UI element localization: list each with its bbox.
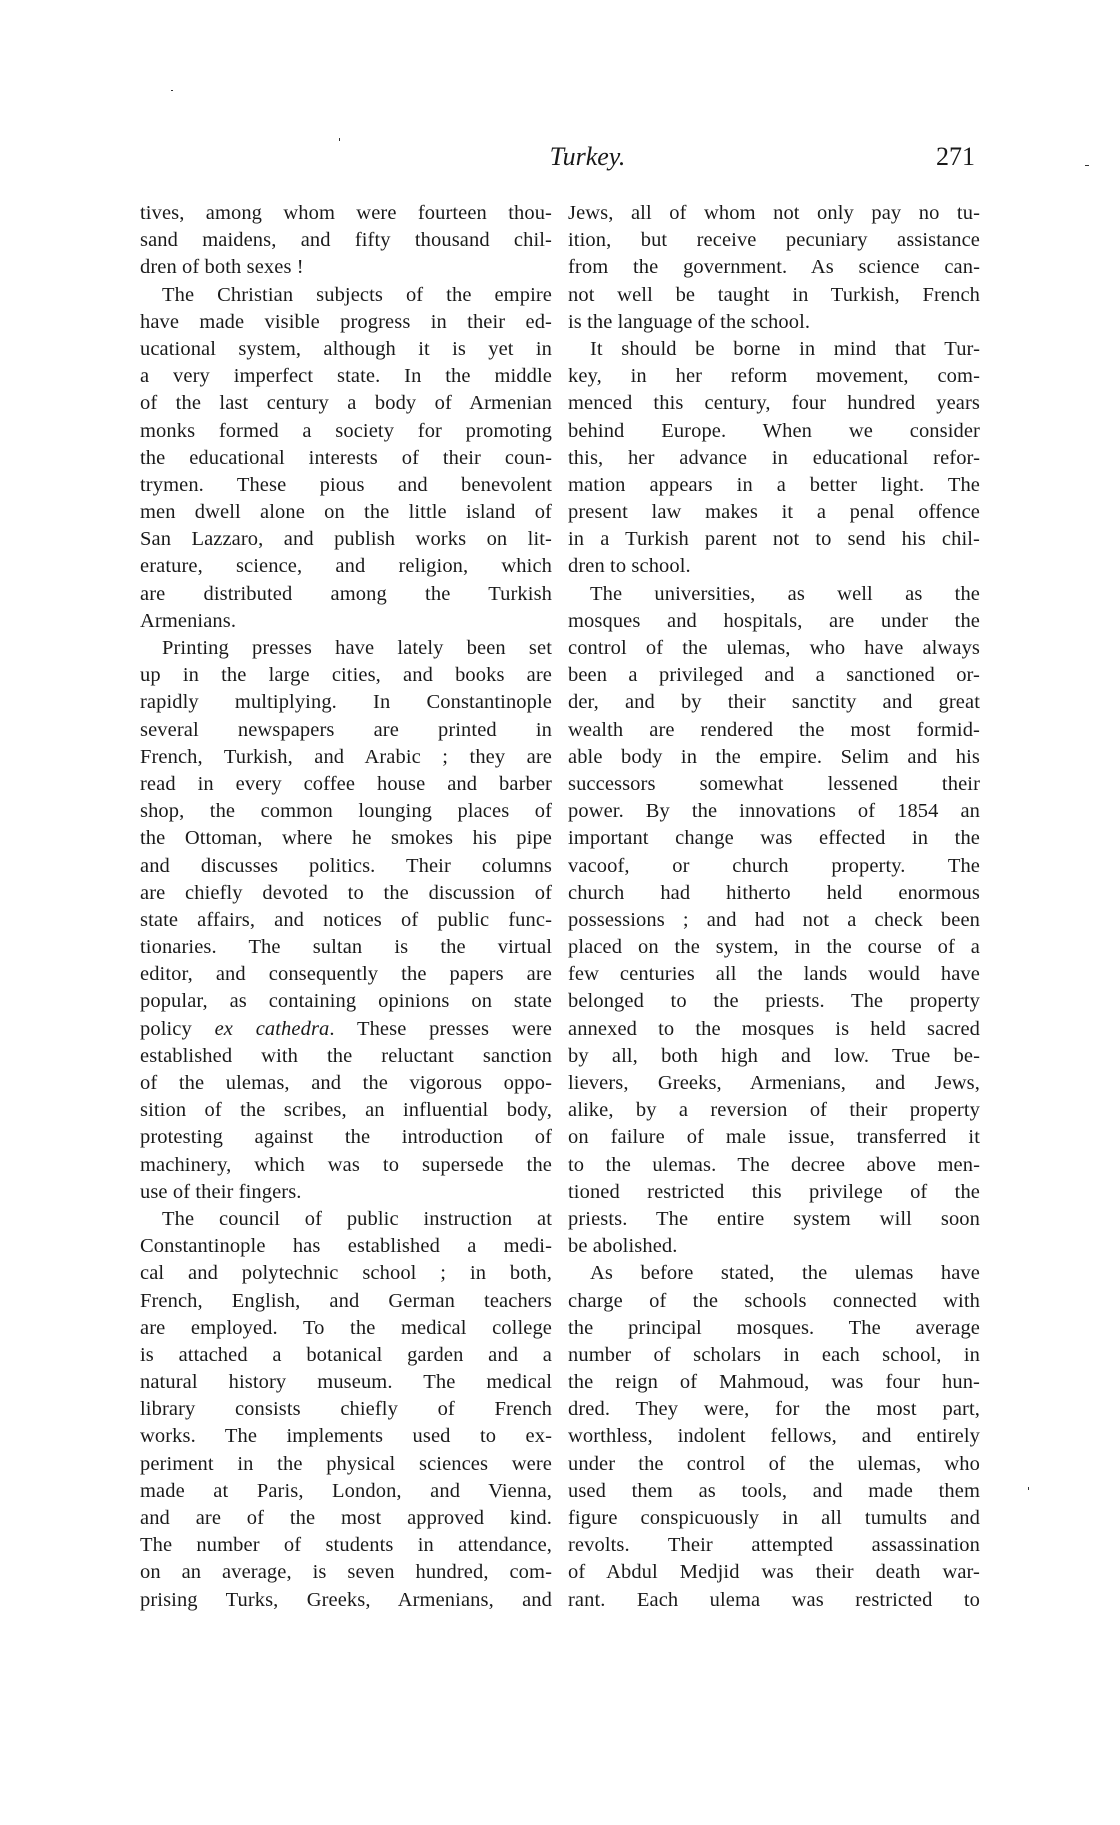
text-line: editor, and consequently the papers are <box>140 963 552 986</box>
text-line: menced this century, four hundred years <box>568 392 980 415</box>
text-line: shop, the common lounging places of <box>140 800 552 823</box>
text-line: The council of public instruction at <box>162 1207 552 1230</box>
text-line: the principal mosques. The average <box>568 1316 980 1339</box>
text-line: periment in the physical sciences were <box>140 1452 552 1475</box>
text-line: wealth are rendered the most formid- <box>568 718 980 741</box>
text-line: control of the ulemas, who have always <box>568 637 980 659</box>
text-line: several newspapers are printed in <box>140 718 552 741</box>
text-line: men dwell alone on the little island of <box>140 501 552 524</box>
text-line: dren of both sexes ! <box>140 256 304 279</box>
text-line: use of their fingers. <box>140 1180 302 1203</box>
text-line: on an average, is seven hundred, com- <box>140 1561 552 1584</box>
scan-speck <box>1085 165 1089 166</box>
text-line: dred. They were, for the most part, <box>568 1398 980 1421</box>
italic-phrase: ex cathedra <box>214 1017 330 1040</box>
scan-speck <box>339 138 340 141</box>
text-line: mosques and hospitals, are under the <box>568 609 980 632</box>
text-line: natural history museum. The medical <box>140 1371 552 1394</box>
text-line: It should be borne in mind that Tur- <box>590 337 980 360</box>
text-line: French, Turkish, and Arabic ; they are <box>140 745 552 768</box>
text-line: library consists chiefly of French <box>140 1398 552 1421</box>
text-line: mation appears in a better light. The <box>568 473 980 496</box>
text-line: tionaries. The sultan is the virtual <box>140 936 552 959</box>
text-line: erature, science, and religion, which <box>140 555 552 578</box>
text-line: machinery, which was to supersede the <box>140 1153 552 1176</box>
text-line: French, English, and German teachers <box>140 1289 552 1312</box>
text-line: power. By the innovations of 1854 an <box>568 800 980 823</box>
text-line: popular, as containing opinions on state <box>140 990 552 1013</box>
text-line: and are of the most approved kind. <box>140 1507 552 1529</box>
text-line: cal and polytechnic school ; in both, <box>140 1262 552 1285</box>
text-line: policy ex cathedra. These presses were <box>140 1017 552 1040</box>
text-line: annexed to the mosques is held sacred <box>568 1017 980 1040</box>
text-line: is the language of the school. <box>568 310 811 333</box>
right-column <box>568 200 980 1614</box>
text-line: belonged to the priests. The property <box>568 990 980 1013</box>
text-line: behind Europe. When we consider <box>568 419 980 442</box>
text-line: Printing presses have lately been set <box>162 637 552 659</box>
left-column <box>140 200 552 1614</box>
text-line: charge of the schools connected with <box>568 1289 980 1312</box>
text-line: under the control of the ulemas, who <box>568 1452 980 1475</box>
text-line: ucational system, although it is yet in <box>140 337 552 360</box>
text-line: the Ottoman, where he smokes his pipe <box>140 827 552 850</box>
text-line: rapidly multiplying. In Constantinople <box>140 691 552 714</box>
text-line: of the ulemas, and the vigorous oppo- <box>140 1072 552 1094</box>
running-head <box>140 142 975 178</box>
text-line: sand maidens, and fifty thousand chil- <box>140 229 552 252</box>
text-line: used them as tools, and made them <box>568 1479 980 1502</box>
page-number: 271 <box>936 142 975 171</box>
text-line: Jews, all of whom not only pay no tu- <box>568 202 980 224</box>
text-line: rant. Each ulema was restricted to <box>568 1588 980 1611</box>
scan-speck <box>1028 1487 1029 1490</box>
text-line: important change was effected in the <box>568 827 980 850</box>
text-line: been a privileged and a sanctioned or- <box>568 664 980 687</box>
text-line: present law makes it a penal offence <box>568 501 980 524</box>
text-line: lievers, Greeks, Armenians, and Jews, <box>568 1072 980 1094</box>
text-line: possessions ; and had not a check been <box>568 908 980 931</box>
text-line: to the ulemas. The decree above men- <box>568 1153 980 1176</box>
text-line: successors somewhat lessened their <box>568 772 980 795</box>
text-line: a very imperfect state. In the middle <box>140 365 552 388</box>
text-line: in a Turkish parent not to send his chil- <box>568 528 980 551</box>
text-line: read in every coffee house and barber <box>140 772 552 795</box>
text-line: number of scholars in each school, in <box>568 1343 980 1366</box>
text-line: As before stated, the ulemas have <box>590 1262 980 1285</box>
text-line: are distributed among the Turkish <box>140 582 552 605</box>
text-line: The number of students in attendance, <box>140 1534 552 1557</box>
text-line: trymen. These pious and benevolent <box>140 473 552 496</box>
text-line: The universities, as well as the <box>590 582 980 605</box>
text-line: state affairs, and notices of public func- <box>140 908 552 931</box>
text-line: Armenians. <box>140 609 237 632</box>
text-line: by all, both high and low. True be- <box>568 1044 980 1067</box>
text-line: tioned restricted this privilege of the <box>568 1180 980 1203</box>
text-line: is attached a botanical garden and a <box>140 1343 552 1366</box>
text-line: prising Turks, Greeks, Armenians, and <box>140 1588 552 1611</box>
text-line: few centuries all the lands would have <box>568 963 980 986</box>
text-line: this, her advance in educational refor- <box>568 446 980 469</box>
text-line: church had hitherto held enormous <box>568 881 980 904</box>
text-line: are chiefly devoted to the discussion of <box>140 881 552 904</box>
scan-speck <box>171 90 173 91</box>
text-line: from the government. As science can- <box>568 256 980 279</box>
text-line: able body in the empire. Selim and his <box>568 745 980 768</box>
text-line: have made visible progress in their ed- <box>140 310 552 333</box>
text-line: ition, but receive pecuniary assistance <box>568 229 980 252</box>
text-line: are employed. To the medical college <box>140 1316 552 1339</box>
text-line: made at Paris, London, and Vienna, <box>140 1479 552 1502</box>
text-line: The Christian subjects of the empire <box>162 283 552 306</box>
text-line: established with the reluctant sanction <box>140 1044 552 1067</box>
text-line: of the last century a body of Armenian <box>140 392 552 415</box>
text-line: der, and by their sanctity and great <box>568 691 980 714</box>
text-line: of Abdul Medjid was their death war- <box>568 1561 980 1584</box>
running-title: Turkey. <box>549 142 626 171</box>
text-line: alike, by a reversion of their property <box>568 1099 980 1122</box>
text-line: not well be taught in Turkish, French <box>568 283 980 306</box>
text-line: figure conspicuously in all tumults and <box>568 1507 980 1529</box>
text-line: on failure of male issue, transferred it <box>568 1126 980 1149</box>
text-line: sition of the scribes, an influential body, <box>140 1099 552 1122</box>
text-line: dren to school. <box>568 555 691 578</box>
text-line: revolts. Their attempted assassination <box>568 1534 980 1557</box>
text-line: up in the large cities, and books are <box>140 664 552 687</box>
text-line: Constantinople has established a medi- <box>140 1235 552 1258</box>
text-line: the reign of Mahmoud, was four hun- <box>568 1371 980 1394</box>
text-line: key, in her reform movement, com- <box>568 365 980 388</box>
text-line: placed on the system, in the course of a <box>568 936 980 959</box>
text-line: priests. The entire system will soon <box>568 1207 980 1230</box>
text-line: monks formed a society for promoting <box>140 419 552 442</box>
text-line: vacoof, or church property. The <box>568 854 980 877</box>
text-line: works. The implements used to ex- <box>140 1425 552 1448</box>
text-line: protesting against the introduction of <box>140 1126 552 1149</box>
text-line: be abolished. <box>568 1235 678 1258</box>
text-line: and discusses politics. Their columns <box>140 854 552 877</box>
text-line: tives, among whom were fourteen thou- <box>140 202 552 224</box>
text-line: San Lazzaro, and publish works on lit- <box>140 528 552 551</box>
text-line: worthless, indolent fellows, and entirely <box>568 1425 980 1448</box>
text-line: the educational interests of their coun- <box>140 446 552 469</box>
